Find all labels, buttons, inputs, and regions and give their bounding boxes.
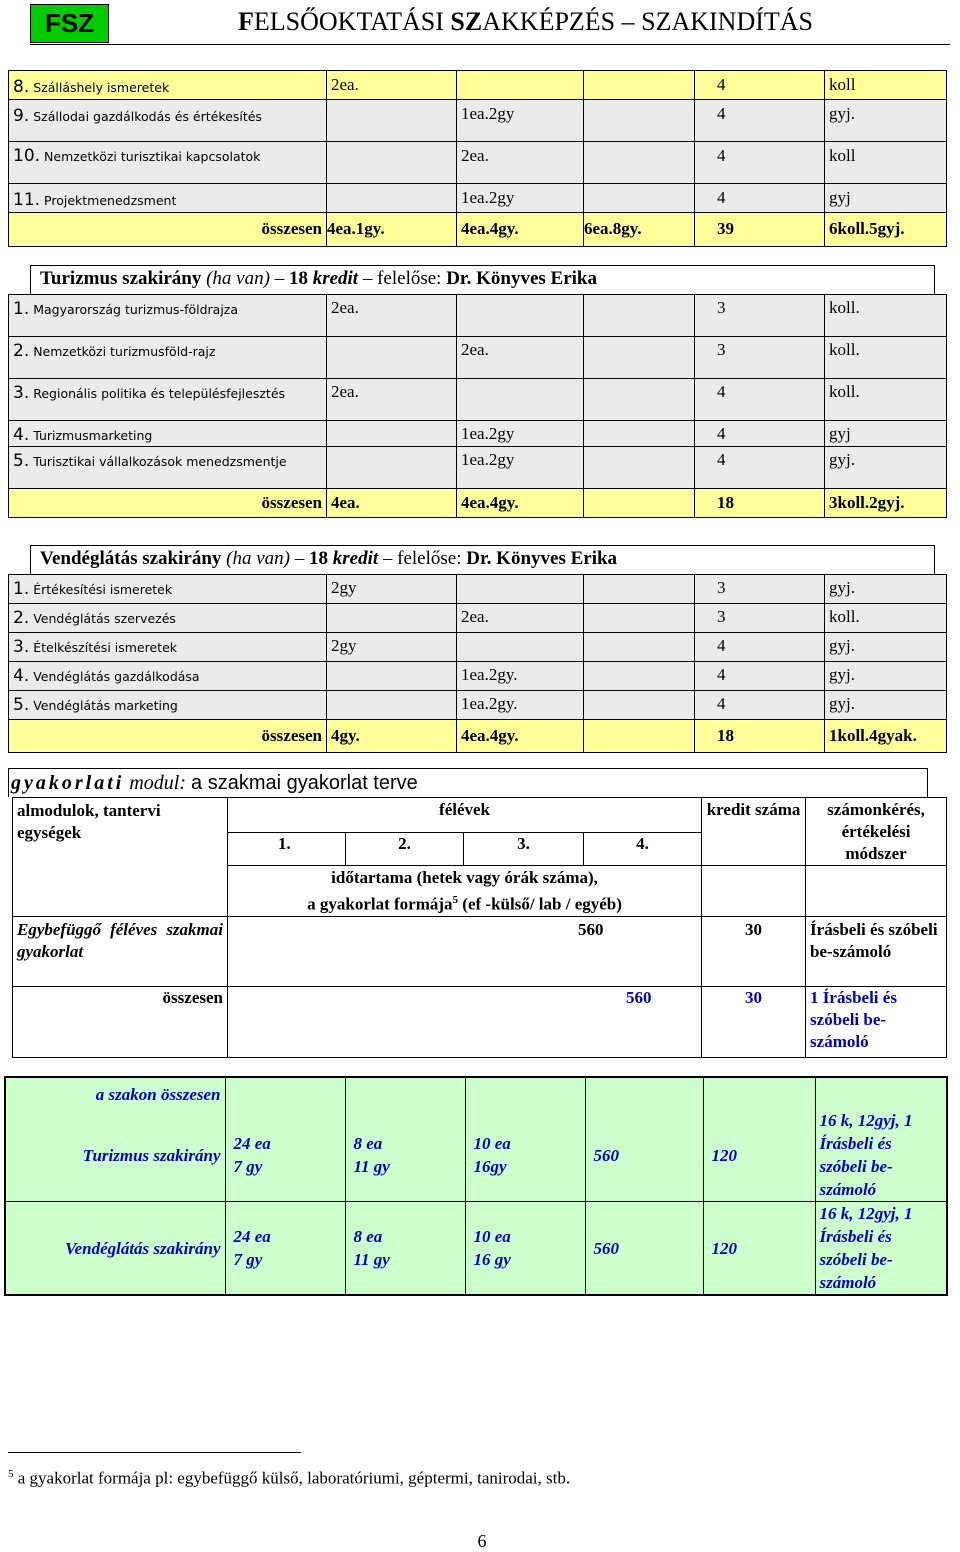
table-total-row: összesen 4ea. 4ea.4gy. 18 3koll.2gyj.: [9, 489, 947, 518]
table-row: 5. Turisztikai vállalkozások menedzsmentje 1ea.2gy 4 gyj.: [9, 447, 947, 489]
title-letter-f: F: [238, 7, 254, 36]
module-table-continued: [8, 70, 947, 247]
table-row: 4. Turizmusmarketing 1ea.2gy 4 gyj: [9, 421, 947, 447]
table-row: Vendéglátás szakirány 24 ea 7 gy 8 ea 11 gy 10 ea 16 gy 560 120 16 k, 12gyj, 1 Írásbeli és szóbeli be-számoló: [5, 1202, 947, 1296]
footnote-rule: [8, 1452, 301, 1453]
table-total-row: összesen 4ea.1gy. 4ea.4gy. 6ea.8gy. 39 6koll.5gyj.: [9, 213, 947, 247]
vendeglatas-table: [8, 574, 947, 753]
table-row: Egybefüggő féléves szakmai gyakorlat 560 30 Írásbeli és szóbeli be-számoló: [13, 916, 947, 986]
table-row: 11. Projektmenedzsment 1ea.2gy 4 gyj: [9, 184, 947, 213]
semester-2: 2.: [346, 832, 464, 865]
table-row: 3. Ételkészítési ismeretek 2gy 4 gyj.: [9, 633, 947, 662]
table-row: 4. Vendéglátás gazdálkodása 1ea.2gy. 4 gyj.: [9, 662, 947, 691]
summary-table: [4, 1076, 948, 1296]
page-number: 6: [477, 1531, 487, 1551]
table-row: Turizmus szakirány 24 ea 7 gy 8 ea 11 gy 10 ea 16gy 560 120 16 k, 12gyj, 1 Írásbeli és szóbeli be-számoló: [5, 1109, 947, 1202]
table-row: 8. Szálláshely ismeretek 2ea. 4 koll: [9, 71, 947, 100]
vendeglatas-heading: Vendéglátás szakirány (ha van) – 18 kredit – felelőse: Dr. Könyves Erika: [30, 545, 935, 574]
summary-header-row: a szakon összesen: [5, 1077, 947, 1109]
table-total-row: összesen 560 30 1 Írásbeli és szóbeli be-számoló: [13, 986, 947, 1057]
gyakorlat-heading: gyakorlati modul: a szakmai gyakorlat terve: [8, 768, 928, 797]
title-letters-sz: SZ: [450, 7, 483, 36]
title-part: ELSŐOKTATÁSI: [253, 7, 451, 36]
semester-3: 3.: [464, 832, 584, 865]
col-header-ertekeles: számonkérés, értékelési módszer: [806, 798, 947, 866]
table-row: 3. Regionális politika és településfejlesztés 2ea. 4 koll.: [9, 379, 947, 421]
semester-4: 4.: [584, 832, 702, 865]
semester-1: 1.: [228, 832, 346, 865]
table-row: 2. Nemzetközi turizmusföld-rajz 2ea. 3 koll.: [9, 337, 947, 379]
page-header-title: [238, 6, 813, 38]
footnote-text: a gyakorlat formája pl: egybefüggő külső, laboratóriumi, géptermi, tanirodai, stb.: [17, 1468, 571, 1488]
logo-badge: FSZ: [30, 4, 109, 43]
table-row: 2. Vendéglátás szervezés 2ea. 3 koll.: [9, 604, 947, 633]
table-total-row: összesen 4gy. 4ea.4gy. 18 1koll.4gyak.: [9, 720, 947, 753]
gyakorlat-table: [12, 797, 947, 1058]
table-row: 9. Szállodai gazdálkodás és értékesítés 1ea.2gy 4 gyj.: [9, 100, 947, 142]
table-row: 1. Magyarország turizmus-földrajza 2ea. 3 koll.: [9, 295, 947, 337]
title-part: AKKÉPZÉS – SZAKINDÍTÁS: [482, 7, 814, 36]
footnote-mark: 5: [8, 1468, 14, 1480]
col-header-almodulok: almodulok, tantervi egységek: [13, 798, 228, 917]
footnote: [8, 1463, 570, 1490]
table-row: 10. Nemzetközi turisztikai kapcsolatok 2ea. 4 koll: [9, 142, 947, 184]
table-row: 1. Értékesítési ismeretek 2gy 3 gyj.: [9, 575, 947, 604]
col-header-felevek: félévek: [228, 798, 702, 833]
table-row: 5. Vendéglátás marketing 1ea.2gy. 4 gyj.: [9, 691, 947, 720]
col-header-kredit: kredit száma: [702, 798, 806, 866]
turizmus-table: [8, 294, 947, 518]
turizmus-heading: Turizmus szakirány (ha van) – 18 kredit – felelőse: Dr. Könyves Erika: [30, 265, 935, 294]
duration-header: időtartama (hetek vagy órák száma), a gyakorlat formája$^5$ (ef -külső/ lab / egyéb): [228, 866, 702, 917]
header-rule: [30, 44, 950, 45]
